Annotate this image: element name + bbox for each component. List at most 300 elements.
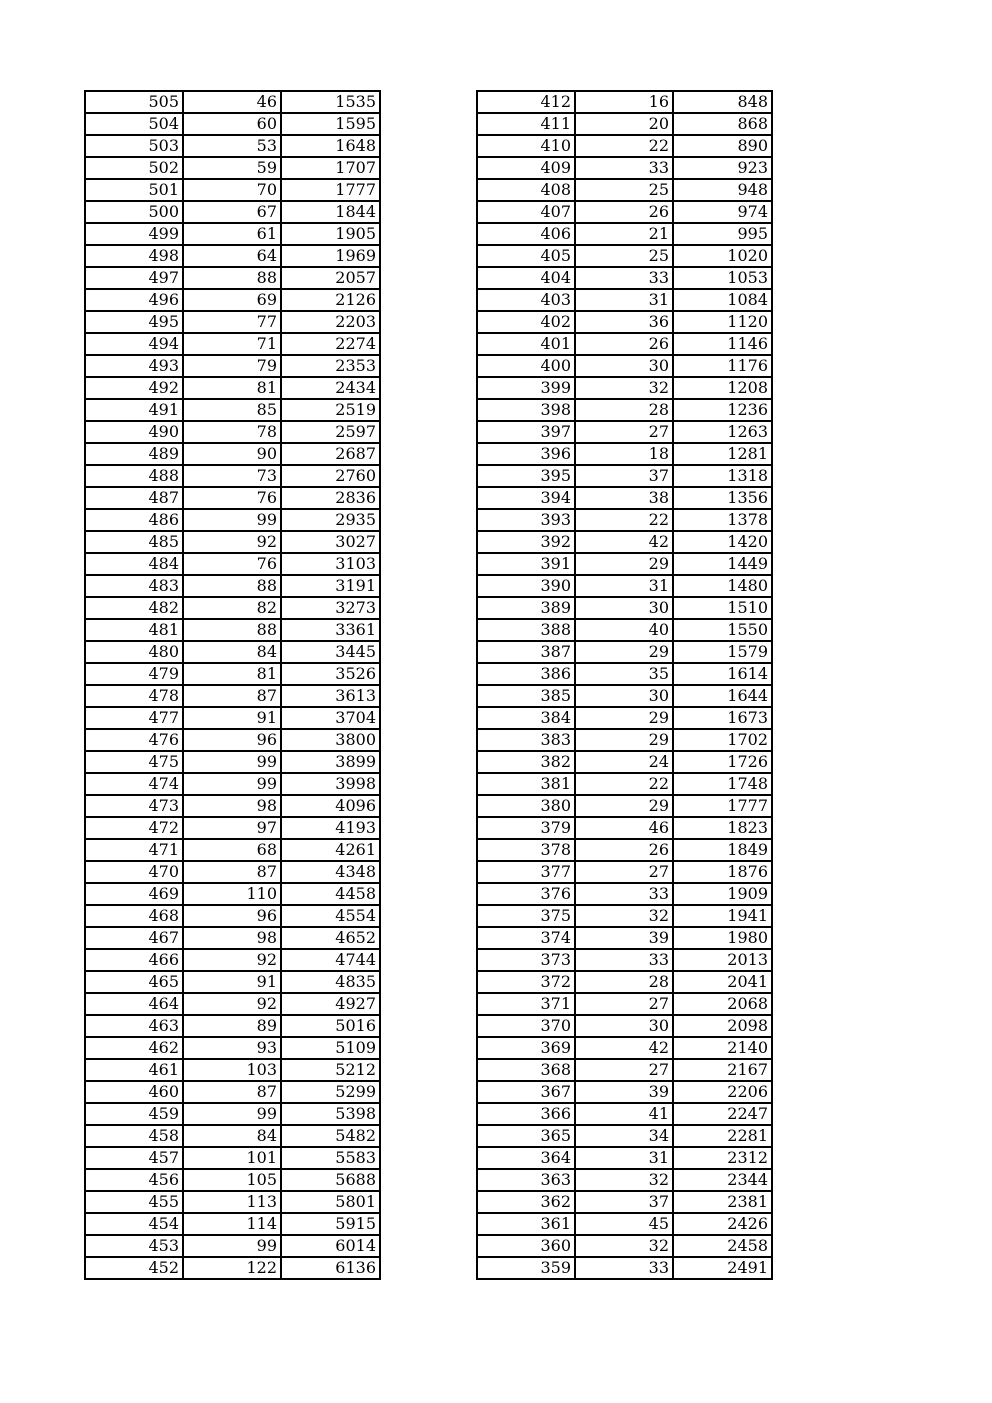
table-row — [85, 333, 380, 355]
count-cell: 29 — [575, 795, 673, 817]
count-cell: 30 — [575, 597, 673, 619]
score-cell: 383 — [477, 729, 575, 751]
cumulative-cell: 2434 — [281, 377, 380, 399]
score-cell: 493 — [85, 355, 183, 377]
cumulative-cell: 1510 — [673, 597, 772, 619]
count-cell: 20 — [575, 113, 673, 135]
table-row — [477, 443, 772, 465]
cumulative-cell: 1969 — [281, 245, 380, 267]
table-row — [477, 575, 772, 597]
count-cell: 29 — [575, 729, 673, 751]
count-cell: 92 — [183, 531, 281, 553]
count-cell: 105 — [183, 1169, 281, 1191]
count-cell: 84 — [183, 641, 281, 663]
score-cell: 389 — [477, 597, 575, 619]
count-cell: 85 — [183, 399, 281, 421]
score-cell: 473 — [85, 795, 183, 817]
count-cell: 31 — [575, 575, 673, 597]
score-cell: 480 — [85, 641, 183, 663]
count-cell: 27 — [575, 1059, 673, 1081]
score-cell: 483 — [85, 575, 183, 597]
score-cell: 382 — [477, 751, 575, 773]
count-cell: 46 — [575, 817, 673, 839]
table-row — [477, 1213, 772, 1235]
cumulative-cell: 1146 — [673, 333, 772, 355]
table-row — [85, 267, 380, 289]
count-cell: 88 — [183, 267, 281, 289]
count-cell: 30 — [575, 355, 673, 377]
score-cell: 458 — [85, 1125, 183, 1147]
score-table-right — [476, 90, 773, 1280]
count-cell: 79 — [183, 355, 281, 377]
cumulative-cell: 948 — [673, 179, 772, 201]
table-row — [477, 1147, 772, 1169]
table-row — [85, 179, 380, 201]
count-cell: 91 — [183, 707, 281, 729]
count-cell: 36 — [575, 311, 673, 333]
count-cell: 99 — [183, 1235, 281, 1257]
count-cell: 53 — [183, 135, 281, 157]
score-cell: 470 — [85, 861, 183, 883]
table-row — [85, 641, 380, 663]
score-cell: 474 — [85, 773, 183, 795]
score-cell: 360 — [477, 1235, 575, 1257]
cumulative-cell: 868 — [673, 113, 772, 135]
table-row — [85, 135, 380, 157]
cumulative-cell: 3191 — [281, 575, 380, 597]
count-cell: 99 — [183, 509, 281, 531]
score-cell: 503 — [85, 135, 183, 157]
table-row — [85, 707, 380, 729]
score-cell: 408 — [477, 179, 575, 201]
cumulative-cell: 3998 — [281, 773, 380, 795]
score-cell: 484 — [85, 553, 183, 575]
cumulative-cell: 3613 — [281, 685, 380, 707]
count-cell: 37 — [575, 465, 673, 487]
table-row — [85, 861, 380, 883]
table-row — [85, 905, 380, 927]
table-row — [85, 91, 380, 113]
cumulative-cell: 3103 — [281, 553, 380, 575]
cumulative-cell: 1176 — [673, 355, 772, 377]
cumulative-cell: 3273 — [281, 597, 380, 619]
score-cell: 395 — [477, 465, 575, 487]
table-row — [477, 421, 772, 443]
count-cell: 31 — [575, 289, 673, 311]
cumulative-cell: 2068 — [673, 993, 772, 1015]
score-cell: 452 — [85, 1257, 183, 1279]
score-cell: 376 — [477, 883, 575, 905]
table-row — [85, 553, 380, 575]
score-cell: 375 — [477, 905, 575, 927]
score-cell: 476 — [85, 729, 183, 751]
count-cell: 92 — [183, 949, 281, 971]
count-cell: 27 — [575, 993, 673, 1015]
count-cell: 69 — [183, 289, 281, 311]
cumulative-cell: 1595 — [281, 113, 380, 135]
score-cell: 485 — [85, 531, 183, 553]
cumulative-cell: 4652 — [281, 927, 380, 949]
score-cell: 498 — [85, 245, 183, 267]
count-cell: 73 — [183, 465, 281, 487]
score-cell: 410 — [477, 135, 575, 157]
score-cell: 361 — [477, 1213, 575, 1235]
table-row — [85, 619, 380, 641]
count-cell: 71 — [183, 333, 281, 355]
score-cell: 385 — [477, 685, 575, 707]
cumulative-cell: 4458 — [281, 883, 380, 905]
score-cell: 362 — [477, 1191, 575, 1213]
cumulative-cell: 1777 — [281, 179, 380, 201]
table-row — [85, 377, 380, 399]
score-cell: 372 — [477, 971, 575, 993]
cumulative-cell: 2381 — [673, 1191, 772, 1213]
table-row — [477, 223, 772, 245]
count-cell: 76 — [183, 553, 281, 575]
table-row — [85, 751, 380, 773]
cumulative-cell: 3027 — [281, 531, 380, 553]
count-cell: 67 — [183, 201, 281, 223]
cumulative-cell: 5801 — [281, 1191, 380, 1213]
score-cell: 392 — [477, 531, 575, 553]
table-row — [85, 509, 380, 531]
table-row — [85, 1257, 380, 1279]
cumulative-cell: 4835 — [281, 971, 380, 993]
score-cell: 399 — [477, 377, 575, 399]
table-row — [85, 729, 380, 751]
cumulative-cell: 2041 — [673, 971, 772, 993]
score-cell: 370 — [477, 1015, 575, 1037]
cumulative-cell: 4261 — [281, 839, 380, 861]
score-cell: 494 — [85, 333, 183, 355]
cumulative-cell: 2597 — [281, 421, 380, 443]
count-cell: 99 — [183, 773, 281, 795]
count-cell: 87 — [183, 861, 281, 883]
count-cell: 89 — [183, 1015, 281, 1037]
count-cell: 32 — [575, 905, 673, 927]
count-cell: 84 — [183, 1125, 281, 1147]
score-cell: 359 — [477, 1257, 575, 1279]
table-row — [85, 597, 380, 619]
score-cell: 499 — [85, 223, 183, 245]
table-row — [477, 619, 772, 641]
table-row — [477, 333, 772, 355]
score-cell: 468 — [85, 905, 183, 927]
score-cell: 472 — [85, 817, 183, 839]
table-row — [85, 1169, 380, 1191]
cumulative-cell: 2687 — [281, 443, 380, 465]
score-cell: 460 — [85, 1081, 183, 1103]
cumulative-cell: 2247 — [673, 1103, 772, 1125]
table-row — [85, 531, 380, 553]
table-row — [85, 1103, 380, 1125]
score-cell: 363 — [477, 1169, 575, 1191]
count-cell: 26 — [575, 201, 673, 223]
table-row — [477, 465, 772, 487]
table-row — [85, 201, 380, 223]
table-row — [477, 751, 772, 773]
count-cell: 25 — [575, 179, 673, 201]
count-cell: 87 — [183, 1081, 281, 1103]
table-row — [477, 1169, 772, 1191]
score-cell: 396 — [477, 443, 575, 465]
cumulative-cell: 2312 — [673, 1147, 772, 1169]
score-cell: 502 — [85, 157, 183, 179]
score-cell: 454 — [85, 1213, 183, 1235]
count-cell: 76 — [183, 487, 281, 509]
table-row — [477, 773, 772, 795]
cumulative-cell: 923 — [673, 157, 772, 179]
table-row — [477, 905, 772, 927]
cumulative-cell: 1420 — [673, 531, 772, 553]
count-cell: 33 — [575, 267, 673, 289]
count-cell: 64 — [183, 245, 281, 267]
count-cell: 42 — [575, 531, 673, 553]
score-cell: 489 — [85, 443, 183, 465]
count-cell: 39 — [575, 927, 673, 949]
table-row — [85, 1213, 380, 1235]
table-row — [477, 861, 772, 883]
table-row — [85, 355, 380, 377]
count-cell: 41 — [575, 1103, 673, 1125]
score-cell: 412 — [477, 91, 575, 113]
cumulative-cell: 3800 — [281, 729, 380, 751]
cumulative-cell: 5398 — [281, 1103, 380, 1125]
table-row — [85, 839, 380, 861]
table-row — [85, 795, 380, 817]
cumulative-cell: 2126 — [281, 289, 380, 311]
cumulative-cell: 1053 — [673, 267, 772, 289]
table-row — [85, 773, 380, 795]
cumulative-cell: 4554 — [281, 905, 380, 927]
table-row — [85, 663, 380, 685]
count-cell: 27 — [575, 421, 673, 443]
count-cell: 90 — [183, 443, 281, 465]
table-row — [477, 641, 772, 663]
table-row — [85, 487, 380, 509]
count-cell: 38 — [575, 487, 673, 509]
count-cell: 33 — [575, 157, 673, 179]
score-cell: 386 — [477, 663, 575, 685]
count-cell: 26 — [575, 333, 673, 355]
score-cell: 384 — [477, 707, 575, 729]
score-cell: 466 — [85, 949, 183, 971]
count-cell: 40 — [575, 619, 673, 641]
cumulative-cell: 5109 — [281, 1037, 380, 1059]
table-row — [477, 1059, 772, 1081]
table-row — [477, 1125, 772, 1147]
score-cell: 404 — [477, 267, 575, 289]
score-cell: 374 — [477, 927, 575, 949]
cumulative-cell: 2057 — [281, 267, 380, 289]
cumulative-cell: 1844 — [281, 201, 380, 223]
score-cell: 411 — [477, 113, 575, 135]
count-cell: 39 — [575, 1081, 673, 1103]
table-row — [477, 289, 772, 311]
count-cell: 88 — [183, 619, 281, 641]
cumulative-cell: 2203 — [281, 311, 380, 333]
count-cell: 29 — [575, 641, 673, 663]
score-cell: 455 — [85, 1191, 183, 1213]
score-cell: 381 — [477, 773, 575, 795]
score-cell: 377 — [477, 861, 575, 883]
table-row — [477, 1257, 772, 1279]
table-row — [477, 1235, 772, 1257]
table-row — [477, 157, 772, 179]
table-row — [85, 223, 380, 245]
cumulative-cell: 2760 — [281, 465, 380, 487]
count-cell: 29 — [575, 553, 673, 575]
table-row — [85, 1059, 380, 1081]
score-cell: 406 — [477, 223, 575, 245]
cumulative-cell: 848 — [673, 91, 772, 113]
cumulative-cell: 1777 — [673, 795, 772, 817]
table-row — [85, 949, 380, 971]
score-cell: 486 — [85, 509, 183, 531]
count-cell: 70 — [183, 179, 281, 201]
count-cell: 101 — [183, 1147, 281, 1169]
count-cell: 99 — [183, 1103, 281, 1125]
count-cell: 33 — [575, 1257, 673, 1279]
score-cell: 365 — [477, 1125, 575, 1147]
cumulative-cell: 1748 — [673, 773, 772, 795]
count-cell: 33 — [575, 949, 673, 971]
score-cell: 403 — [477, 289, 575, 311]
cumulative-cell: 5915 — [281, 1213, 380, 1235]
cumulative-cell: 1084 — [673, 289, 772, 311]
cumulative-cell: 1535 — [281, 91, 380, 113]
score-cell: 402 — [477, 311, 575, 333]
count-cell: 60 — [183, 113, 281, 135]
cumulative-cell: 5583 — [281, 1147, 380, 1169]
score-cell: 477 — [85, 707, 183, 729]
cumulative-cell: 890 — [673, 135, 772, 157]
count-cell: 46 — [183, 91, 281, 113]
cumulative-cell: 5212 — [281, 1059, 380, 1081]
table-row — [477, 355, 772, 377]
count-cell: 81 — [183, 377, 281, 399]
table-row — [477, 91, 772, 113]
cumulative-cell: 2013 — [673, 949, 772, 971]
score-cell: 366 — [477, 1103, 575, 1125]
table-row — [477, 1191, 772, 1213]
count-cell: 97 — [183, 817, 281, 839]
cumulative-cell: 2836 — [281, 487, 380, 509]
cumulative-cell: 1876 — [673, 861, 772, 883]
cumulative-cell: 1020 — [673, 245, 772, 267]
table-row — [85, 421, 380, 443]
table-row — [85, 685, 380, 707]
cumulative-cell: 1707 — [281, 157, 380, 179]
cumulative-cell: 1909 — [673, 883, 772, 905]
cumulative-cell: 1980 — [673, 927, 772, 949]
cumulative-cell: 1673 — [673, 707, 772, 729]
count-cell: 78 — [183, 421, 281, 443]
count-cell: 22 — [575, 509, 673, 531]
score-cell: 391 — [477, 553, 575, 575]
cumulative-cell: 5016 — [281, 1015, 380, 1037]
count-cell: 91 — [183, 971, 281, 993]
count-cell: 30 — [575, 1015, 673, 1037]
table-row — [477, 267, 772, 289]
cumulative-cell: 5299 — [281, 1081, 380, 1103]
score-cell: 393 — [477, 509, 575, 531]
table-row — [85, 1037, 380, 1059]
score-cell: 491 — [85, 399, 183, 421]
cumulative-cell: 1480 — [673, 575, 772, 597]
cumulative-cell: 3361 — [281, 619, 380, 641]
cumulative-cell: 1356 — [673, 487, 772, 509]
table-row — [477, 663, 772, 685]
count-cell: 25 — [575, 245, 673, 267]
score-cell: 481 — [85, 619, 183, 641]
count-cell: 33 — [575, 883, 673, 905]
score-cell: 394 — [477, 487, 575, 509]
table-row — [477, 1103, 772, 1125]
cumulative-cell: 1702 — [673, 729, 772, 751]
table-row — [85, 883, 380, 905]
table-row — [477, 839, 772, 861]
count-cell: 22 — [575, 135, 673, 157]
score-cell: 378 — [477, 839, 575, 861]
count-cell: 32 — [575, 377, 673, 399]
score-cell: 368 — [477, 1059, 575, 1081]
cumulative-cell: 1378 — [673, 509, 772, 531]
score-cell: 379 — [477, 817, 575, 839]
cumulative-cell: 2426 — [673, 1213, 772, 1235]
count-cell: 98 — [183, 795, 281, 817]
cumulative-cell: 1318 — [673, 465, 772, 487]
table-row — [477, 597, 772, 619]
table-row — [85, 443, 380, 465]
cumulative-cell: 3445 — [281, 641, 380, 663]
count-cell: 28 — [575, 971, 673, 993]
table-row — [477, 113, 772, 135]
table-row — [85, 1191, 380, 1213]
table-body — [85, 91, 380, 1279]
score-cell: 409 — [477, 157, 575, 179]
score-cell: 463 — [85, 1015, 183, 1037]
table-row — [477, 729, 772, 751]
table-row — [477, 707, 772, 729]
table-row — [477, 1081, 772, 1103]
count-cell: 34 — [575, 1125, 673, 1147]
table-row — [85, 157, 380, 179]
cumulative-cell: 1120 — [673, 311, 772, 333]
table-row — [477, 993, 772, 1015]
cumulative-cell: 2519 — [281, 399, 380, 421]
count-cell: 59 — [183, 157, 281, 179]
count-cell: 26 — [575, 839, 673, 861]
count-cell: 103 — [183, 1059, 281, 1081]
table-row — [477, 201, 772, 223]
score-cell: 479 — [85, 663, 183, 685]
count-cell: 114 — [183, 1213, 281, 1235]
table-row — [477, 817, 772, 839]
table-row — [477, 487, 772, 509]
table-row — [477, 685, 772, 707]
count-cell: 27 — [575, 861, 673, 883]
count-cell: 77 — [183, 311, 281, 333]
score-cell: 387 — [477, 641, 575, 663]
score-cell: 495 — [85, 311, 183, 333]
score-cell: 504 — [85, 113, 183, 135]
score-cell: 500 — [85, 201, 183, 223]
score-cell: 398 — [477, 399, 575, 421]
count-cell: 16 — [575, 91, 673, 113]
count-cell: 93 — [183, 1037, 281, 1059]
cumulative-cell: 4744 — [281, 949, 380, 971]
